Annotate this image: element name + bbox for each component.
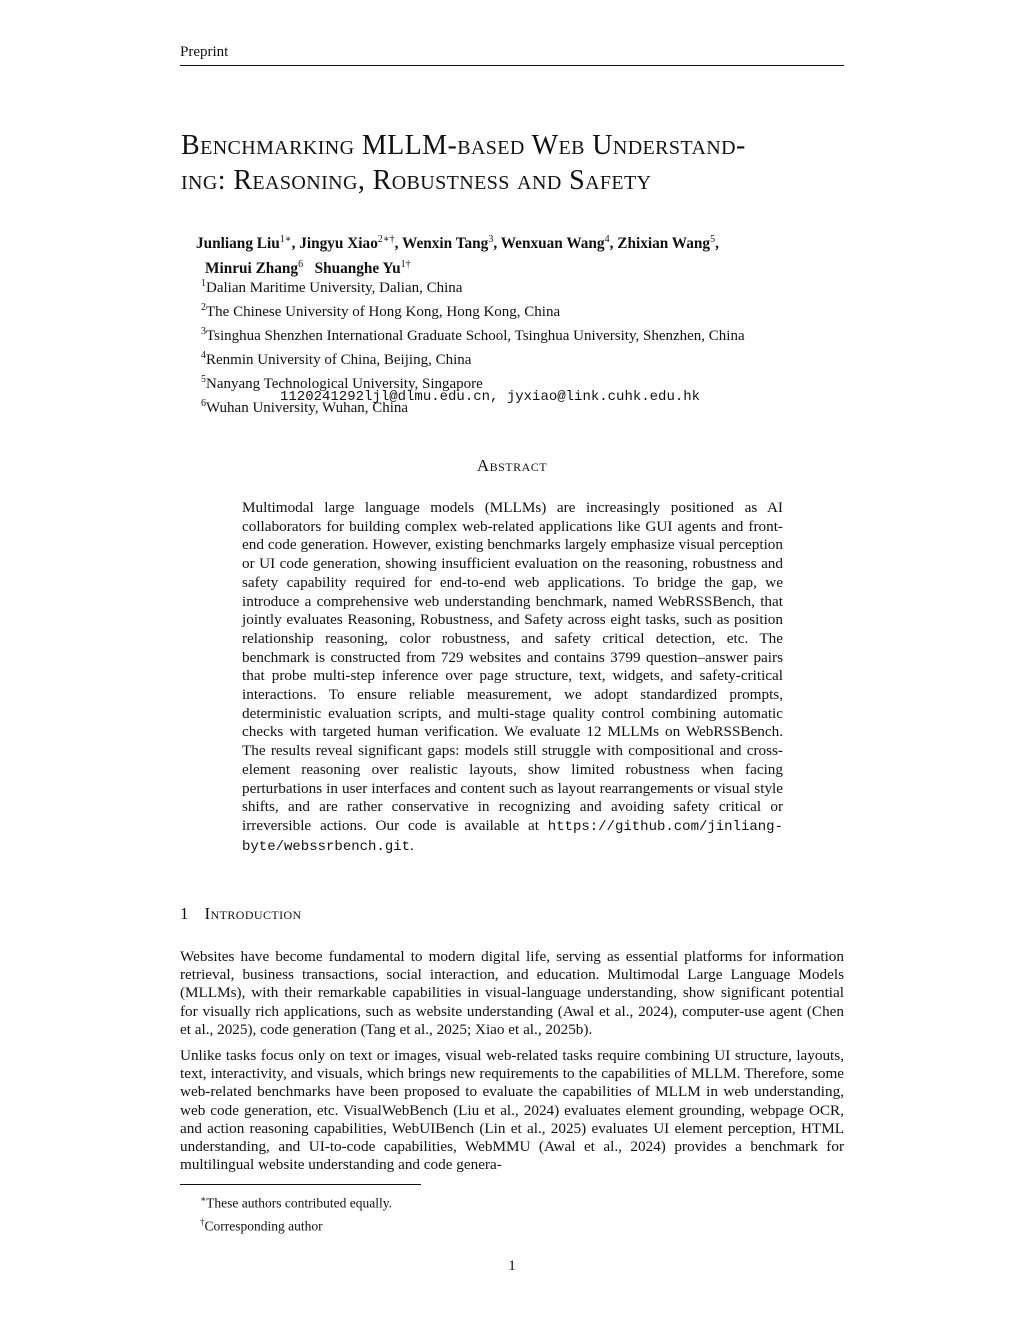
author-name: , Zhixian Wang xyxy=(609,235,711,253)
abstract-body xyxy=(242,499,783,856)
affiliation-text: Dalian Maritime University, Dalian, China xyxy=(206,280,463,296)
author-name: Shuanghe Yu xyxy=(314,260,401,278)
title-line-1: Benchmarking MLLM-based Web Understand- xyxy=(181,130,746,161)
footnote-mark: ∗ xyxy=(200,1194,207,1204)
contact-emails: 1120241292ljl@dlmu.edu.cn, jyxiao@link.cuhk.edu.hk xyxy=(280,389,701,405)
author-name: Minrui Zhang xyxy=(205,260,299,278)
affiliation-item xyxy=(201,274,745,298)
affiliation-number: 2 xyxy=(201,302,206,314)
author-name: Junliang Liu xyxy=(196,235,280,253)
body-paragraph: Unlike tasks focus only on text or images, visual web-related tasks require combining UI structure, layouts, text, interactivity, and visuals, which brings new requirements to the capabilities of MLLM. Therefore, some web-related benchmarks have been proposed to evaluate the capabilities of MLLM in web understanding, web code generation, etc. VisualWebBench (Liu et al., 2024) evaluates element grounding, webpage OCR, and action reasoning capabilities, WebUIBench (Lin et al., 2025) evaluates UI element perception, HTML understanding, and UI-to-code capabilities, WebMMU (Awal et al., 2024) provides a benchmark for multilingual website understanding and code genera- xyxy=(180,1047,844,1174)
author-separator: , xyxy=(291,235,300,253)
affiliation-text: Renmin University of China, Beijing, China xyxy=(206,352,472,369)
code-url-link[interactable]: https://github.com/jinliang-byte/webssrbench.git xyxy=(242,818,783,855)
footnote-text: Corresponding author xyxy=(204,1218,323,1234)
author-name: , Wenxin Tang xyxy=(394,235,489,253)
affiliation-item xyxy=(201,346,745,370)
author-mark: 4 xyxy=(604,234,610,245)
section-number: 1 xyxy=(180,904,189,923)
running-header: Preprint xyxy=(180,44,229,60)
affiliation-text: The Chinese University of Hong Kong, Hong Kong, China xyxy=(206,304,561,321)
page-number: 1 xyxy=(508,1258,516,1274)
header-rule xyxy=(180,65,844,66)
affiliation-number: 1 xyxy=(201,278,206,289)
affiliation-text: Wuhan University, Wuhan, China xyxy=(206,400,409,417)
paper-title xyxy=(181,128,851,198)
affiliation-number: 4 xyxy=(201,350,206,362)
author-mark: 1∗ xyxy=(279,234,292,245)
abstract-end: . xyxy=(410,836,414,854)
abstract-text: Multimodal large language models (MLLMs) are increasingly positioned as AI collaborators for building complex web-related applications like GUI agents and front-end code generation. However, existing benchmarks largely emphasize visual perception or UI code generation, showing insufficient evaluation on the reasoning, robustness and safety capability required for end-to-end web applications. To bridge the gap, we introduce a comprehensive web understanding benchmark, named WebRSSBench, that jointly evaluates Reasoning, Robustness, and Safety across eight tasks, such as position relationship reasoning, color robustness, and safety critical detection, etc. The benchmark is constructed from 729 websites and contains 3799 question–answer pairs that probe multi-step inference over page structure, text, widgets, and safety-critical interactions. To ensure reliable measurement, we adopt standardized prompts, deterministic evaluation scripts, and multi-stage quality control combining automatic checks with targeted human verification. We evaluate 12 MLLMs on WebRSSBench. The results reveal significant gaps: models still struggle with compositional and cross-element reasoning over realistic layouts, show limited robustness when facing perturbations in user interfaces and content such as layout rearrangements or visual style shifts, and are rather conservative in recognizing and avoiding safety critical or irreversible actions. Our code is available at xyxy=(242,499,783,834)
abstract-heading: Abstract xyxy=(476,456,548,475)
footnote xyxy=(200,1213,392,1236)
footnote xyxy=(200,1190,392,1213)
footnote-text: These authors contributed equally. xyxy=(206,1195,392,1211)
author-separator: , xyxy=(715,235,719,253)
affiliation-text: Nanyang Technological University, Singapore xyxy=(206,376,483,393)
footnote-rule xyxy=(180,1184,421,1185)
author-name: Jingyu Xiao xyxy=(299,235,378,253)
author-list xyxy=(196,229,846,279)
section-title: Introduction xyxy=(204,904,302,923)
body-paragraph: Websites have become fundamental to modern digital life, serving as essential platforms for information retrieval, business transactions, social interaction, and education. Multimodal Large Language Models (MLLMs), with their remarkable capabilities in visual-language understanding, show significant potential for visually rich applications, such as website understanding (Awal et al., 2024), computer-use agent (Chen et al., 2025), code generation (Tang et al., 2025; Xiao et al., 2025b). xyxy=(180,948,844,1038)
author-mark: 6 xyxy=(298,259,304,271)
author-name: , Wenxuan Wang xyxy=(493,235,605,253)
affiliation-item xyxy=(201,298,745,322)
title-line-2: ing: Reasoning, Robustness and Safety xyxy=(181,165,652,196)
author-mark: 2∗† xyxy=(377,234,395,245)
author-mark: 1† xyxy=(400,259,411,271)
footnote-mark: † xyxy=(200,1217,205,1227)
author-mark: 3 xyxy=(488,234,494,245)
affiliation-text: Tsinghua Shenzhen International Graduate School, Tsinghua University, Shenzhen, China xyxy=(206,328,745,345)
author-mark: 5 xyxy=(710,234,716,245)
affiliation-number: 6 xyxy=(201,398,206,410)
affiliation-number: 3 xyxy=(201,326,206,338)
affiliation-number: 5 xyxy=(201,374,206,386)
affiliation-item xyxy=(201,322,745,346)
section-heading xyxy=(180,904,302,924)
footnotes xyxy=(200,1190,392,1236)
